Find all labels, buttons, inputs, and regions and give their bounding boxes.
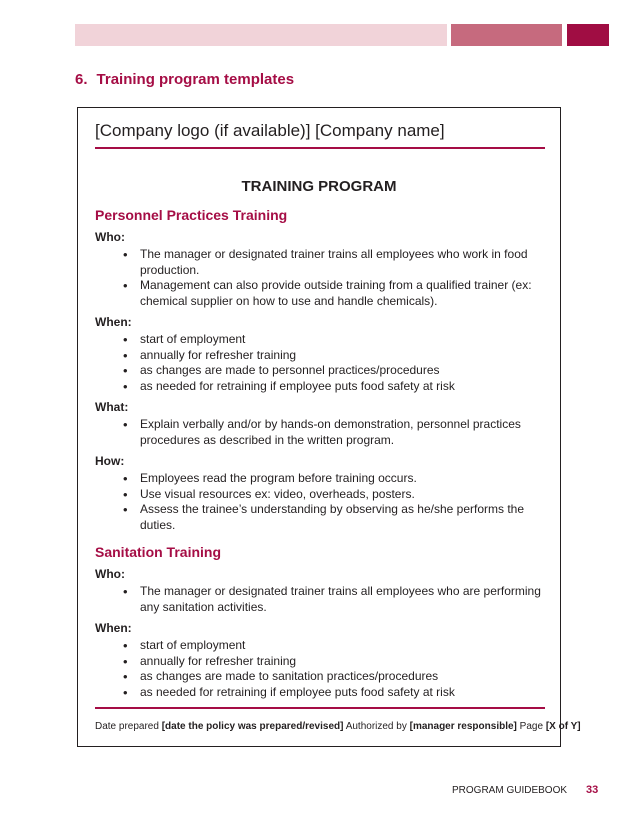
bullet-list bbox=[95, 332, 555, 394]
section-number: 6. bbox=[75, 71, 88, 88]
list-item: • The manager or designated trainer trains all employees who are performing any sanitation activities. bbox=[123, 584, 555, 615]
group-label: When: bbox=[95, 621, 132, 635]
list-item: • as needed for retraining if employee puts food safety at risk bbox=[123, 379, 555, 395]
group-label: How: bbox=[95, 454, 125, 468]
top-rule bbox=[95, 147, 545, 149]
bullet-list bbox=[95, 471, 555, 533]
header-bar-medium bbox=[451, 24, 562, 46]
bullet-list bbox=[95, 584, 555, 615]
guidebook-label: PROGRAM GUIDEBOOK bbox=[452, 785, 568, 796]
group-when bbox=[95, 621, 555, 700]
bottom-rule bbox=[95, 707, 545, 709]
bullet-list bbox=[95, 247, 555, 309]
group-label: Who: bbox=[95, 567, 125, 581]
header-bar-light bbox=[75, 24, 447, 46]
group-who bbox=[95, 567, 555, 615]
authorized-value: [manager responsible] bbox=[409, 721, 517, 732]
list-item: • Explain verbally and/or by hands-on demonstration, personnel practices procedures as described in the written program. bbox=[123, 417, 555, 448]
group-label: Who: bbox=[95, 230, 125, 244]
template-content bbox=[95, 207, 555, 706]
list-item: • start of employment bbox=[123, 638, 555, 654]
list-item: • as needed for retraining if employee puts food safety at risk bbox=[123, 685, 555, 701]
list-item: • Use visual resources ex: video, overheads, posters. bbox=[123, 487, 555, 503]
authorized-label: Authorized by bbox=[345, 721, 407, 732]
header-bar-dark bbox=[567, 24, 609, 46]
template-footer bbox=[95, 721, 581, 732]
company-line: [Company logo (if available)] [Company name] bbox=[95, 121, 445, 140]
group-what bbox=[95, 400, 555, 448]
page-number: 33 bbox=[586, 784, 599, 796]
list-item: • Management can also provide outside training from a qualified trainer (ex: chemical supplier on how to use and handle chemicals). bbox=[123, 278, 555, 309]
section-title: Training program templates bbox=[96, 71, 295, 88]
list-item: • as changes are made to sanitation practices/procedures bbox=[123, 669, 555, 685]
list-item: • annually for refresher training bbox=[123, 348, 555, 364]
group-when bbox=[95, 315, 555, 394]
list-item: • annually for refresher training bbox=[123, 654, 555, 670]
list-item: • as changes are made to personnel practices/procedures bbox=[123, 363, 555, 379]
list-item: • Assess the trainee’s understanding by observing as he/she performs the duties. bbox=[123, 502, 555, 533]
date-prepared-value: [date the policy was prepared/revised] bbox=[161, 721, 344, 732]
subsection-title: Personnel Practices Training bbox=[95, 207, 288, 223]
list-item: • The manager or designated trainer trains all employees who work in food production. bbox=[123, 247, 555, 278]
list-item: • start of employment bbox=[123, 332, 555, 348]
date-prepared-label: Date prepared bbox=[95, 721, 159, 732]
subsection-title: Sanitation Training bbox=[95, 544, 222, 560]
group-label: What: bbox=[95, 400, 129, 414]
bullet-list bbox=[95, 638, 555, 700]
document-title: TRAINING PROGRAM bbox=[241, 178, 397, 195]
bullet-list bbox=[95, 417, 555, 448]
group-who bbox=[95, 230, 555, 309]
page-label: Page bbox=[519, 721, 544, 732]
group-label: When: bbox=[95, 315, 132, 329]
group-how bbox=[95, 454, 555, 533]
template-frame bbox=[77, 107, 581, 747]
list-item: • Employees read the program before training occurs. bbox=[123, 471, 555, 487]
page-value: [X of Y] bbox=[545, 721, 581, 732]
section-heading bbox=[75, 71, 294, 88]
